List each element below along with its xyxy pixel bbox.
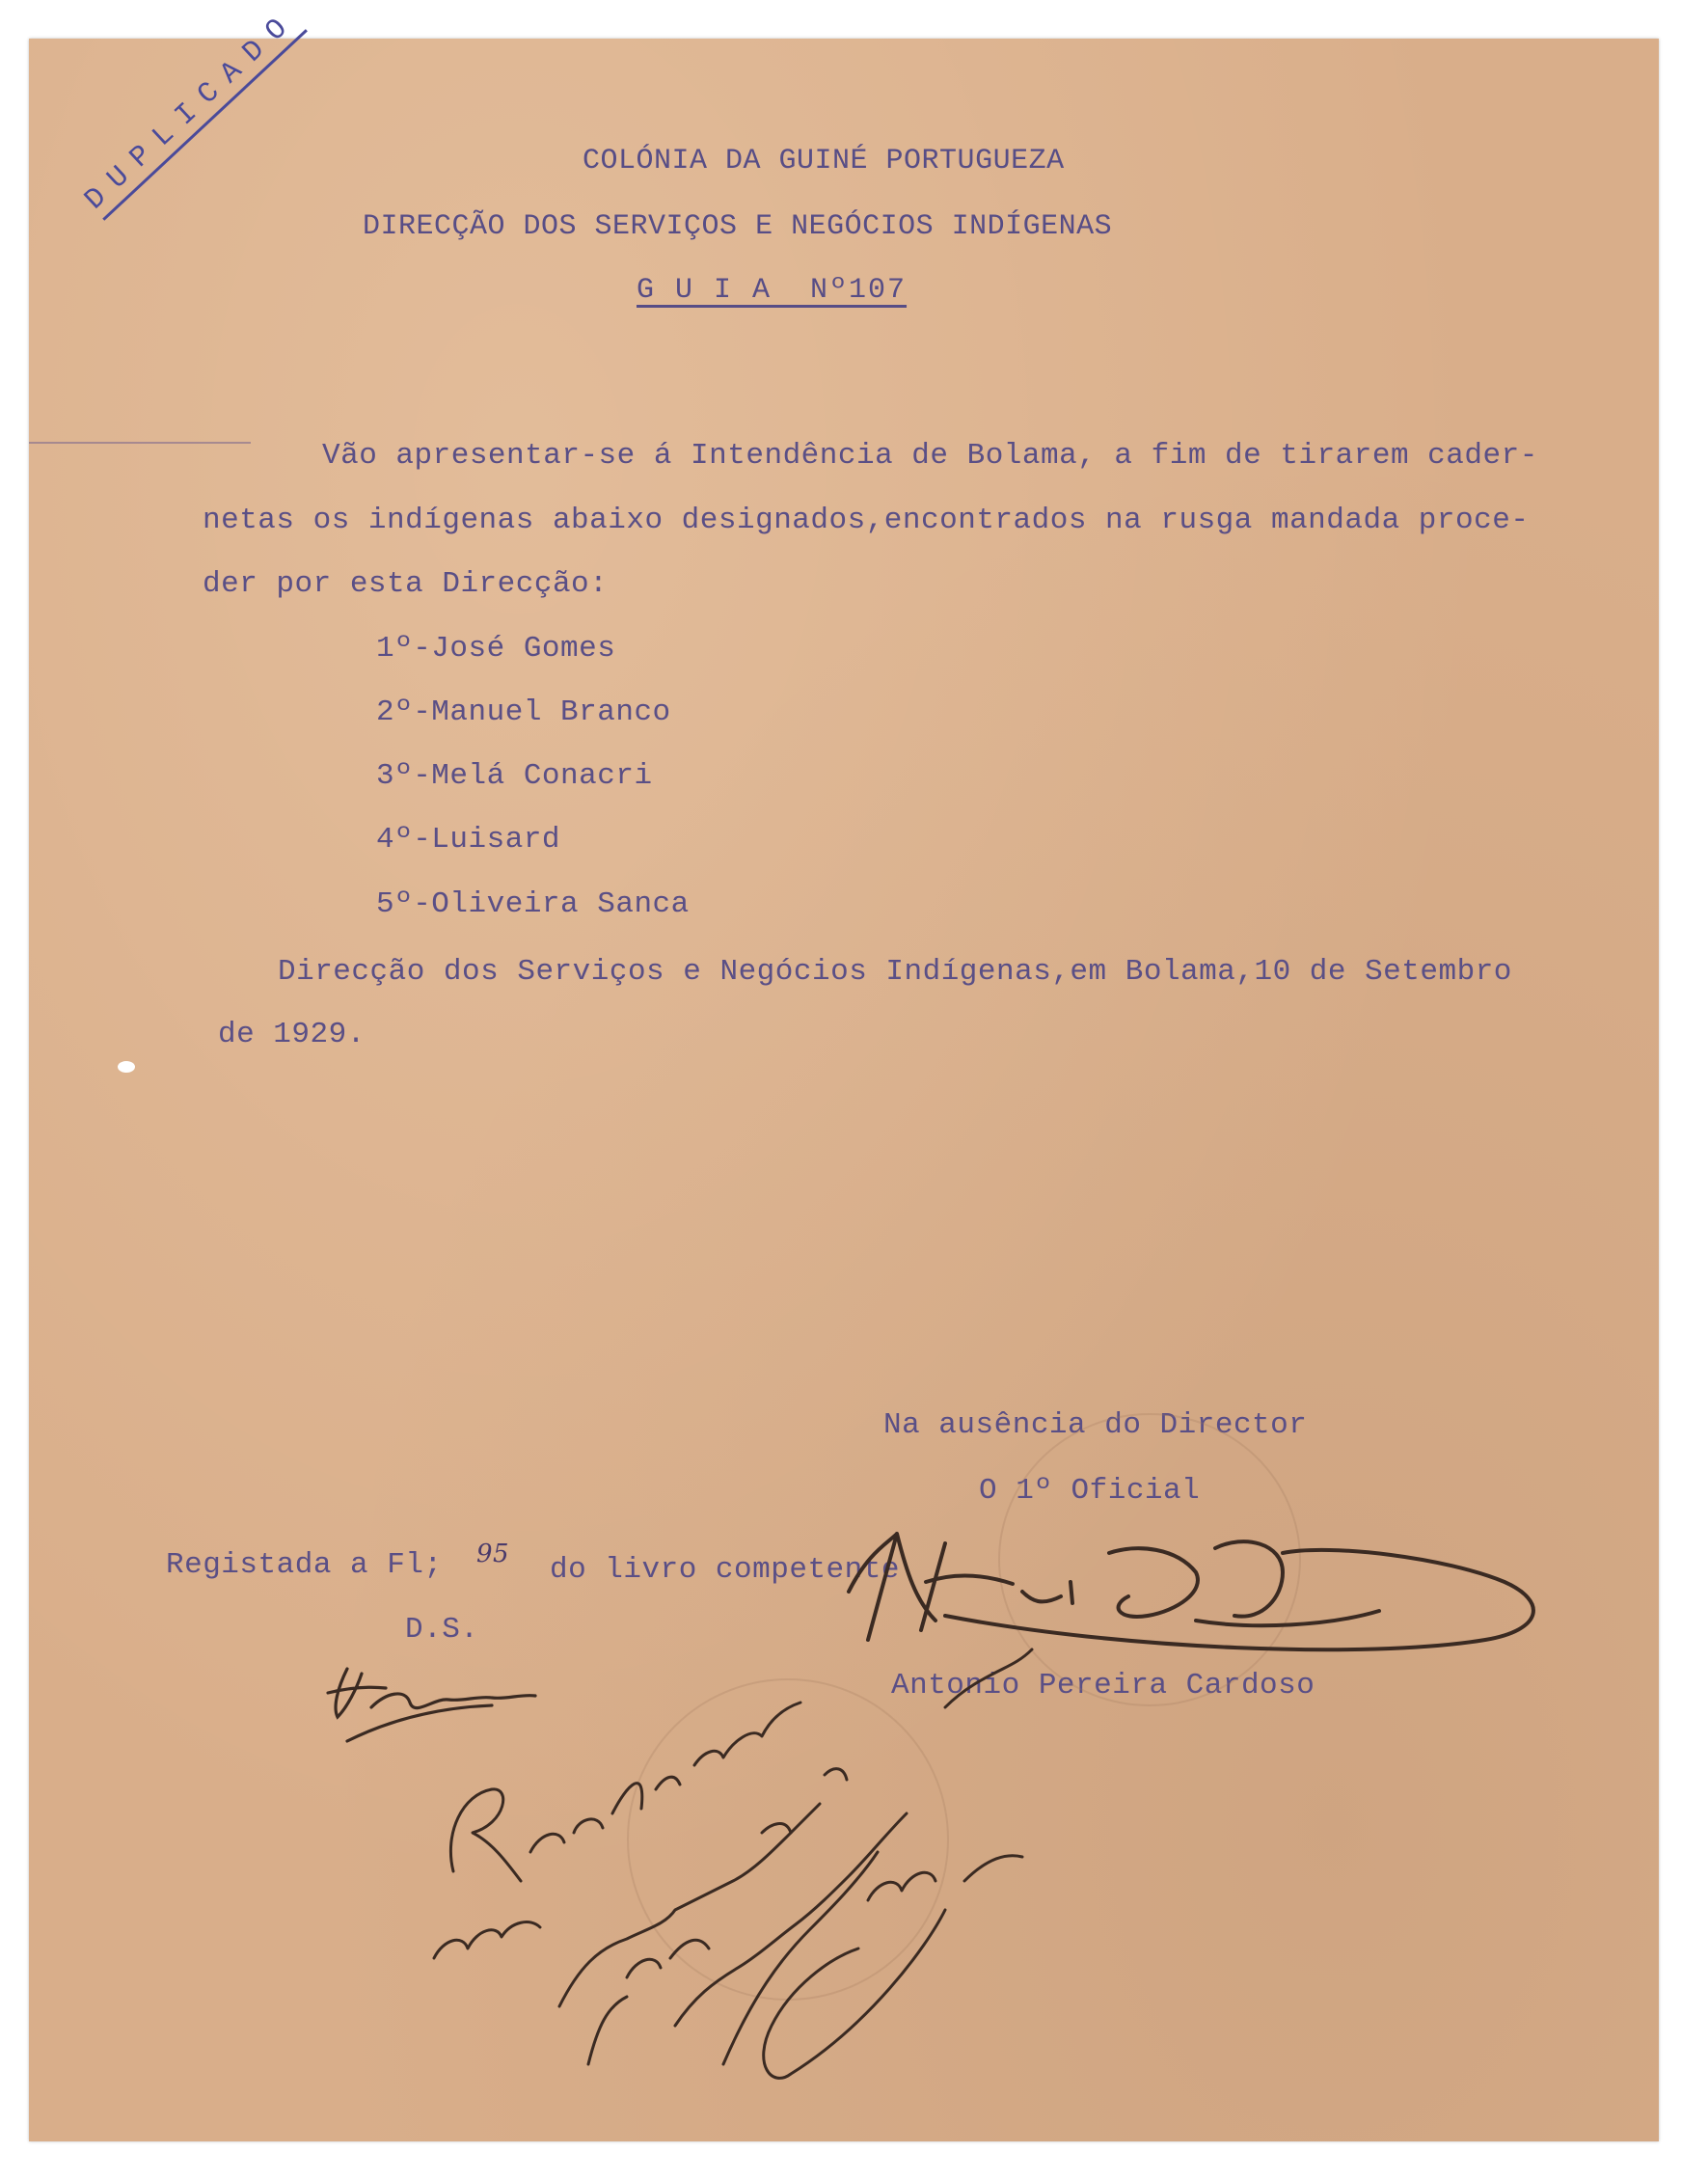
- registration-suffix: do livro competente: [550, 1553, 900, 1587]
- name-list-item: 4º-Luisard: [376, 823, 561, 857]
- body-line-3: der por esta Direcção:: [203, 567, 609, 601]
- paper-hole: [118, 1061, 135, 1073]
- signature-title: Na ausência do Director: [883, 1408, 1308, 1442]
- body-line-2: netas os indígenas abaixo designados,encontrados na rusga mandada proce-: [203, 504, 1530, 537]
- name-list-item: 3º-Melá Conacri: [376, 759, 653, 793]
- body-line-1: Vão apresentar-se á Intendência de Bolama, a fim de tirarem cader-: [322, 439, 1538, 473]
- signatory-name: Antonio Pereira Cardoso: [891, 1669, 1315, 1703]
- guia-number: G U I A Nº107: [637, 274, 908, 307]
- name-list-item: 5º-Oliveira Sanca: [376, 887, 690, 921]
- place-date-line-1: Direcção dos Serviços e Negócios Indígenas,em Bolama,10 de Setembro: [278, 955, 1512, 989]
- colony-heading: COLÓNIA DA GUINÉ PORTUGUEZA: [583, 145, 1065, 177]
- duplicado-stamp: DUPLICADO: [79, 4, 308, 221]
- direction-heading: DIRECÇÃO DOS SERVIÇOS E NEGÓCIOS INDÍGENAS: [363, 210, 1113, 243]
- margin-rule: [29, 442, 251, 444]
- name-list-item: 1º-José Gomes: [376, 632, 616, 666]
- place-date-line-2: de 1929.: [218, 1018, 366, 1051]
- registration-initials: D.S.: [405, 1613, 479, 1647]
- registration-prefix: Registada a Fl;: [166, 1548, 443, 1582]
- handwritten-receipt-note: [405, 1543, 1080, 2084]
- registration-folio: 95: [476, 1540, 510, 1568]
- name-list-item: 2º-Manuel Branco: [376, 695, 671, 729]
- signature-role: O 1º Oficial: [979, 1474, 1201, 1508]
